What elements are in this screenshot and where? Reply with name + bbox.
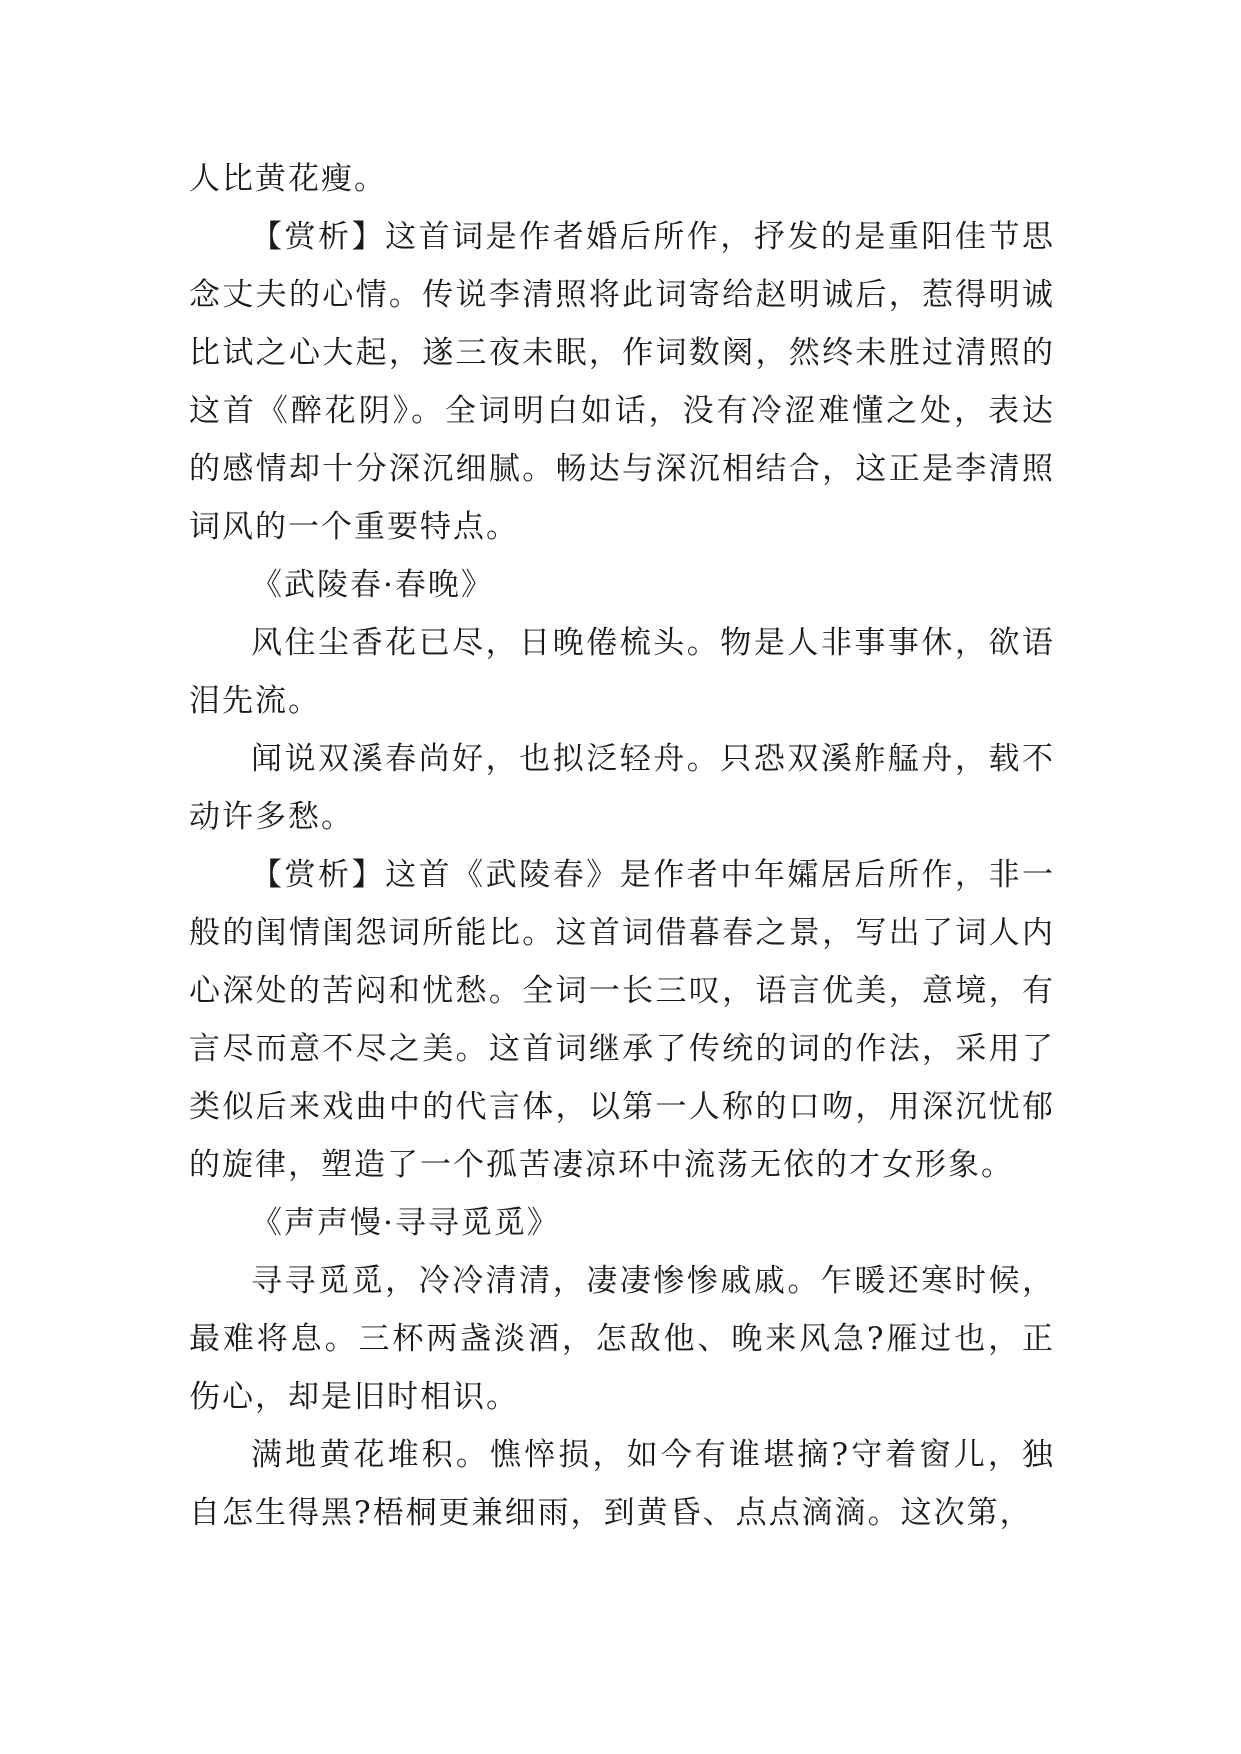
poem-stanza-1: 风住尘香花已尽，日晚倦梳头。物是人非事事休，欲语泪先流。 <box>189 625 1055 719</box>
document-body <box>189 150 1055 1542</box>
poem-line-continuation: 人比黄花瘦。 <box>189 161 387 197</box>
poem-stanza-4: 满地黄花堆积。憔悴损，如今有谁堪摘?守着窗儿，独自怎生得黑?梧桐更兼细雨，到黄昏、点点滴滴。这次第， <box>189 1437 1055 1531</box>
poem-stanza-2: 闻说双溪春尚好，也拟泛轻舟。只恐双溪舴艋舟，载不动许多愁。 <box>189 741 1055 835</box>
appreciation-paragraph-wulingchun: 【赏析】这首《武陵春》是作者中年孀居后所作，非一般的闺情闺怨词所能比。这首词借暮春之景，写出了词人内心深处的苦闷和忧愁。全词一长三叹，语言优美，意境，有言尽而意不尽之美。这首词继承了传统的词的作法，采用了类似后来戏曲中的代言体，以第一人称的口吻，用深沉忧郁的旋律，塑造了一个孤苦凄凉环中流荡无依的才女形象。 <box>189 857 1055 1183</box>
poem-title-shengshengman: 《声声慢·寻寻觅觅》 <box>251 1205 560 1241</box>
poem-title-wulingchun: 《武陵春·春晚》 <box>251 567 494 603</box>
appreciation-paragraph-zuihuayin: 【赏析】这首词是作者婚后所作，抒发的是重阳佳节思念丈夫的心情。传说李清照将此词寄给赵明诚后，惹得明诚比试之心大起，遂三夜未眠，作词数阕，然终未胜过清照的这首《醉花阴》。全词明白如话，没有冷涩难懂之处，表达的感情却十分深沉细腻。畅达与深沉相结合，这正是李清照词风的一个重要特点。 <box>189 219 1055 545</box>
poem-stanza-3: 寻寻觅觅，冷冷清清，凄凄惨惨戚戚。乍暖还寒时候，最难将息。三杯两盏淡酒，怎敌他、晚来风急?雁过也，正伤心，却是旧时相识。 <box>189 1263 1055 1415</box>
